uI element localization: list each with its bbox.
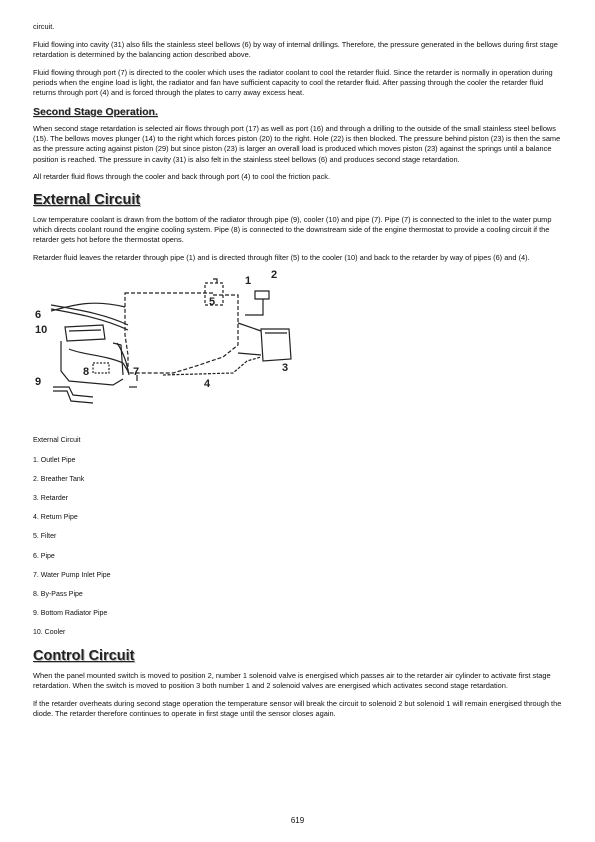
figure-caption-list <box>33 436 565 638</box>
legend-item: 7. Water Pump Inlet Pipe <box>33 571 111 579</box>
legend-item: 9. Bottom Radiator Pipe <box>33 610 108 618</box>
callout-2: 2 <box>271 269 278 282</box>
legend-item: 3. Retarder <box>33 495 69 503</box>
callout-3: 3 <box>282 362 289 375</box>
legend-item: 5. Filter <box>33 533 57 541</box>
legend-item: 2. Breather Tank <box>33 475 85 483</box>
callout-8: 8 <box>83 366 90 379</box>
paragraph: Retarder fluid leaves the retarder through pipe (1) and is directed through filter (5) to the cooler (10) and back to the retarder by way of pipes (6) and (4). <box>33 253 530 263</box>
section-heading-second-stage: Second Stage Operation. <box>33 105 158 118</box>
legend-item: 1. Outlet Pipe <box>33 456 76 464</box>
paragraph: Low temperature coolant is drawn from the bottom of the radiator through pipe (9), cooler (10) and pipe (7). Pipe (7) is connected to the inlet to the water pump which directs coolant round the engine cooling system. Pipe (8) is connected to the downstream side of the engine thermostat to provide a cooling circuit if the retarder gets hot before the thermostat opens. <box>33 214 552 245</box>
callout-5: 5 <box>209 296 216 309</box>
callout-9: 9 <box>35 376 42 389</box>
paragraph: If the retarder overheats during second stage operation the temperature sensor will break the circuit to solenoid 2 but solenoid 1 will remain energised through the diode. The retarder therefore continues to operate in first stage until the sensor closes again. <box>33 698 562 718</box>
legend-item: 6. Pipe <box>33 552 55 560</box>
page-number: 619 <box>290 816 305 825</box>
external-circuit-diagram <box>33 269 303 410</box>
figure-caption: External Circuit <box>33 437 81 445</box>
section-heading-external-circuit: External Circuit <box>33 191 141 208</box>
legend-item: 8. By-Pass Pipe <box>33 590 83 598</box>
paragraph: Fluid flowing through port (7) is directed to the cooler which uses the radiator coolant to cool the retarder fluid. Since the retarder is normally in operation during periods when the engine load is light, the radiator and fan have sufficient capacity to cool the retarder fluid. After passing through the cooler the retarder fluid returns through port (4) and is forced through the plates to carry away excess heat. <box>33 67 553 98</box>
callout-6: 6 <box>35 309 42 322</box>
callout-4: 4 <box>204 378 211 391</box>
section-heading-control-circuit: Control Circuit <box>33 647 135 664</box>
document-page <box>33 22 565 719</box>
callout-7: 7 <box>133 366 140 379</box>
paragraph: All retarder fluid flows through the cooler and back through port (4) to cool the friction pack. <box>33 172 331 182</box>
legend-item: 10. Cooler <box>33 629 66 637</box>
callout-1: 1 <box>245 275 252 288</box>
paragraph: Fluid flowing into cavity (31) also fills the stainless steel bellows (6) by way of internal drillings. Therefore, the pressure generated in the bellows during first stage retardation is determined by the balancing action described above. <box>33 39 558 60</box>
paragraph: When second stage retardation is selected air flows through port (17) as well as port (16) and through a drilling to the outside of the small stainless steel bellows (15). The bellows moves plunger (14) to the right which forces piston (20) to the right. Hole (22) is then blocked. The pressure behind piston (23) is then the same as the pressure acting against piston (29) but since piston (23) is larger an overall load is produced which moves piston (23) against the springs until a balance position is reached. The pressure in cavity (31) is also felt in the stainless steel bellows (6) and produces second stage retardation. <box>33 123 561 164</box>
paragraph: When the panel mounted switch is moved to position 2, number 1 solenoid valve is energised which passes air to the retarder air cylinder to activate first stage retardation. When the switch is moved to position 3 both number 1 and 2 solenoid valves are energised which activates second stage retardation. <box>33 670 551 690</box>
legend-item: 4. Return Pipe <box>33 514 78 522</box>
circuit-drawing <box>33 275 303 410</box>
paragraph: circuit. <box>33 22 55 31</box>
callout-10: 10 <box>35 324 48 337</box>
